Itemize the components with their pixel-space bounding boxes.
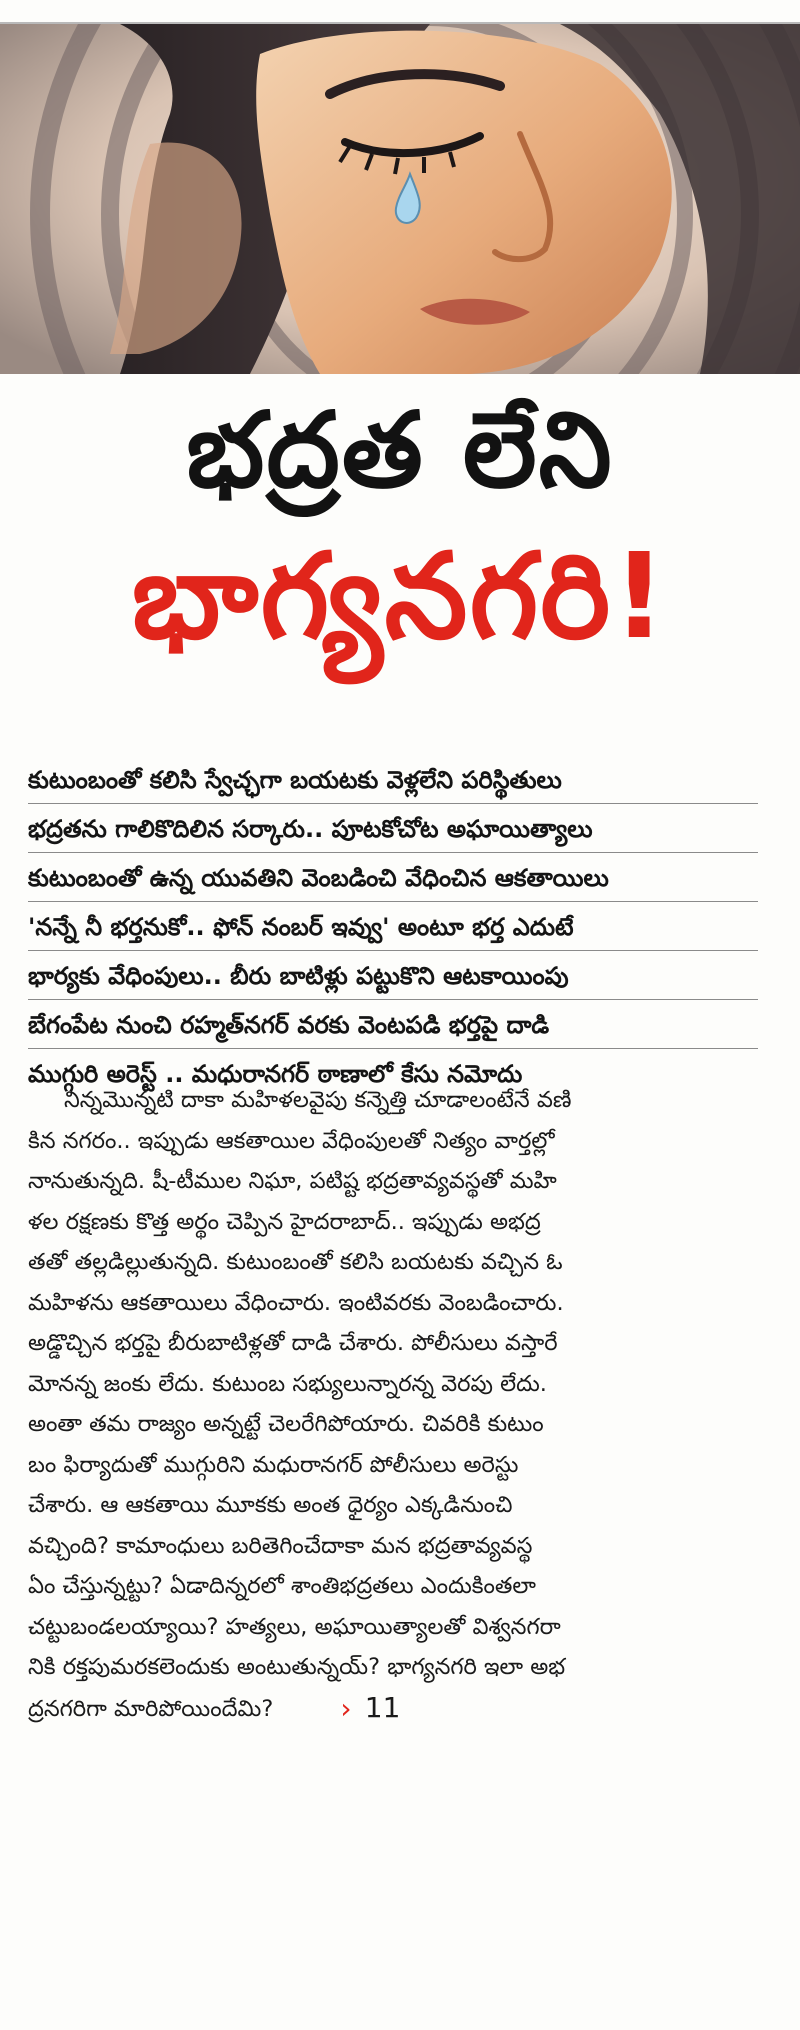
headline-line-2: భాగ్యనగరి!	[131, 527, 669, 665]
body-line: తతో తల్లడిల్లుతున్నది. కుటుంబంతో కలిసి బయటకు వచ్చిన ఓ	[28, 1249, 563, 1275]
body-line-last	[28, 1688, 758, 1729]
subhead-line: ముగ్గురి అరెస్ట్ .. మధురానగర్ ఠాణాలో కేసు నమోదు	[28, 1060, 523, 1088]
continued-on-page[interactable]	[340, 1688, 400, 1729]
subhead-line: 'నన్నే నీ భర్తనుకో.. ఫోన్ నంబర్ ఇవ్వు' అంటూ భర్త ఎదుటే	[28, 902, 758, 951]
body-line: ఏం చేస్తున్నట్టు? ఏడాదిన్నరలో శాంతిభద్రతలు ఎందుకింతలా	[28, 1573, 536, 1599]
crying-woman-illustration	[0, 24, 800, 374]
body-line: ళల రక్షణకు కొత్త అర్థం చెప్పిన హైదరాబాద్.. ఇప్పుడు అభద్ర	[28, 1208, 541, 1235]
body-line-last-text: ద్రనగరిగా మారిపోయిందేమి?	[28, 1695, 274, 1722]
body-line: నికి రక్తపుమరకలెందుకు అంటుతున్నయ్? భాగ్యనగరి ఇలా అభ	[28, 1654, 566, 1680]
body-line: మహిళను ఆకతాయిలు వేధించారు. ఇంటివరకు వెంబడించారు.	[28, 1289, 564, 1316]
body-line: కిన నగరం.. ఇప్పుడు ఆకతాయిల వేధింపులతో నిత్యం వార్తల్లో	[28, 1127, 555, 1154]
body-line: చట్టుబండలయ్యాయి? హత్యలు, అఘాయిత్యాలతో విశ్వనగరా	[28, 1613, 561, 1640]
arrow-right-icon: ›	[340, 1691, 352, 1725]
subhead-line: కుటుంబంతో ఉన్న యువతిని వెంబడించి వేధించిన ఆకతాయిలు	[28, 853, 758, 902]
body-line: చేశారు. ఆ ఆకతాయి మూకకు అంత ధైర్యం ఎక్కడినుంచి	[28, 1492, 513, 1518]
body-line: నిన్నమొన్నటి దాకా మహిళలవైపు కన్నెత్తి చూడాలంటేనే వణి	[64, 1087, 572, 1113]
headline-line-1: భద్రత లేని	[186, 389, 614, 511]
subhead-line: కుటుంబంతో కలిసి స్వేచ్ఛగా బయటకు వెళ్లలేని పరిస్థితులు	[28, 755, 758, 804]
subhead-line: బేగంపేట నుంచి రహ్మత్‌నగర్ వరకు వెంటపడి భర్తపై దాడి	[28, 1000, 758, 1049]
subheads-deck	[28, 755, 758, 1097]
body-line: వచ్చింది? కామాంధులు బరితెగించేదాకా మన భద్రతావ్యవస్థ	[28, 1532, 533, 1559]
subhead-line: భద్రతను గాలికొదిలిన సర్కారు.. పూటకోచోట అఘాయిత్యాలు	[28, 804, 758, 853]
body-line: నానుతున్నది. షీ-టీముల నిఘా, పటిష్ట భద్రతావ్యవస్థతో మహి	[28, 1168, 557, 1194]
body-line: బం ఫిర్యాదుతో ముగ్గురిని మధురానగర్ పోలీసులు అరెస్టు	[28, 1451, 519, 1478]
headline	[0, 385, 800, 671]
subhead-line: భార్యకు వేధింపులు.. బీరు బాటిళ్లు పట్టుకొని ఆటకాయింపు	[28, 951, 758, 1000]
body-line: అడ్డొచ్చిన భర్తపై బీరుబాటిళ్లతో దాడి చేశారు. పోలీసులు వస్తారే	[28, 1330, 558, 1356]
body-line: అంతా తమ రాజ్యం అన్నట్టే చెలరేగిపోయారు. చివరికి కుటుం	[28, 1411, 544, 1437]
body-line: మోనన్న జంకు లేదు. కుటుంబ సభ్యులున్నారన్న వెరపు లేదు.	[28, 1370, 547, 1397]
article-body	[28, 1080, 758, 1728]
continued-page-number: 11	[364, 1690, 401, 1724]
